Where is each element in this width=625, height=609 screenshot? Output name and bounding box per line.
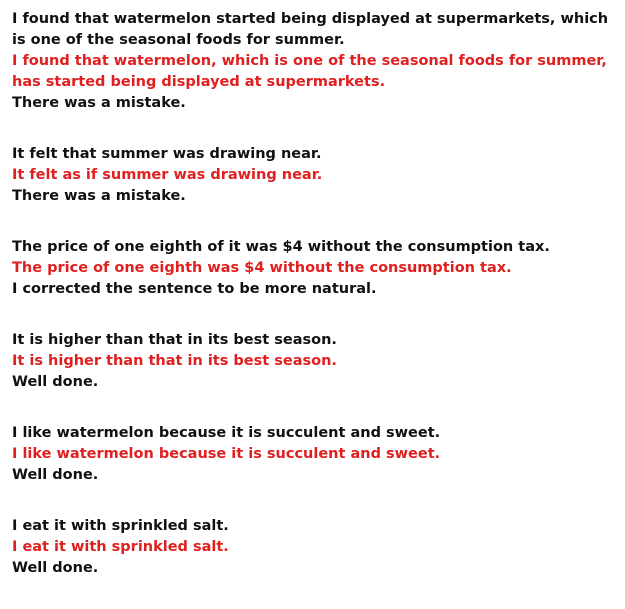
correction-comment: There was a mistake. [12, 188, 186, 204]
original-sentence: It felt that summer was drawing near. [12, 146, 322, 162]
correction-comment: Well done. [12, 374, 99, 390]
correction-entry [12, 144, 618, 207]
correction-comment: There was a mistake. [12, 95, 186, 111]
correction-entry [12, 516, 618, 579]
corrected-sentence: It felt as if summer was drawing near. [12, 167, 323, 183]
correction-comment: Well done. [12, 467, 99, 483]
corrected-sentence: The price of one eighth was $4 without the consumption tax. [12, 260, 512, 276]
correction-list [12, 9, 618, 609]
original-sentence: It is higher than that in its best season. [12, 332, 337, 348]
correction-entry [12, 423, 618, 486]
original-sentence: I found that watermelon started being displayed at supermarkets, which is one of the seasonal foods for summer. [12, 11, 609, 48]
correction-entry [12, 330, 618, 393]
original-sentence: I like watermelon because it is succulent and sweet. [12, 425, 441, 441]
correction-comment: I corrected the sentence to be more natural. [12, 281, 377, 297]
original-sentence: I eat it with sprinkled salt. [12, 518, 229, 534]
corrected-sentence: I like watermelon because it is succulent and sweet. [12, 446, 441, 462]
original-sentence: The price of one eighth of it was $4 without the consumption tax. [12, 239, 550, 255]
correction-comment: Well done. [12, 560, 99, 576]
corrected-sentence: I found that watermelon, which is one of the seasonal foods for summer, has started being displayed at supermarkets. [12, 53, 607, 90]
corrected-sentence: I eat it with sprinkled salt. [12, 539, 229, 555]
correction-entry [12, 9, 618, 114]
correction-entry [12, 237, 618, 300]
corrected-sentence: It is higher than that in its best season. [12, 353, 337, 369]
